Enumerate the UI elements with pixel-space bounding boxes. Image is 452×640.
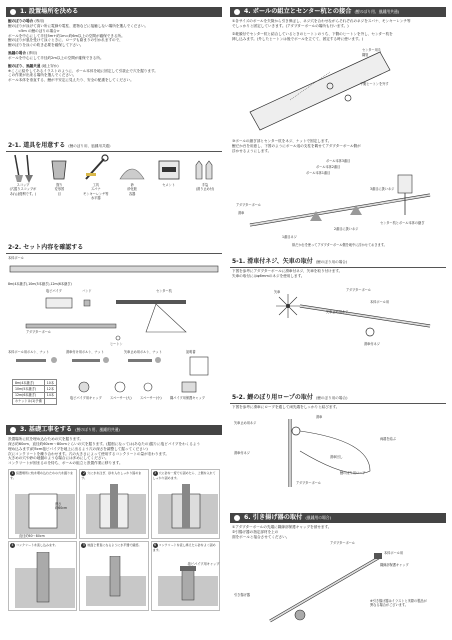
step-5: 5 地面と垂直になるように水平器で確認。 — [79, 541, 148, 611]
cement-bag-icon — [155, 153, 183, 183]
step-2: 2 穴に水を注ぎ、砂を入れしっかり固めます。 — [79, 469, 148, 539]
arrow-wheel-illustration — [230, 280, 446, 360]
common-heading: 鯉のぼり、風鍾共通 — [8, 63, 41, 68]
tool-gloves: 手袋 (滑り止め付) — [190, 153, 220, 200]
section-1-title: 1. 設置場所を決める — [6, 7, 222, 17]
bolt-count-table: 8m(4本継ぎ) 10本 10m(5本継ぎ) 12本 12m(6本継ぎ) 14本 ホナットは(1)予備 — [12, 379, 57, 405]
rope-figure: 矢車止め用ネジ 滑車 滑車付ネジ 鯉のぼり用ロープ 両端を結ぶ 滑車回し アダプターポール — [230, 411, 446, 491]
section-2-2-title: 2-2. セット内容を確認する — [8, 244, 84, 252]
concrete-illustration — [15, 552, 75, 608]
section-5-1-title: 5-1. 滑車付ネジ、矢車の取付 — [232, 258, 313, 266]
tool-cement: セメント — [154, 153, 184, 200]
lifter-illustration — [230, 541, 446, 631]
pole-joint-illustration — [230, 42, 446, 138]
bucket-icon — [49, 153, 69, 183]
step-6: 6 コンクリートを流し終えたら砂をよく固めます。 塩ビパイプ用キャップ — [151, 541, 220, 611]
section-lifter: 6. 引き揚げ器の取付 (風鍾用の場合) ①アダプターポールの先端に鋼線部保護キャップを被せます。 ②引揚げ器の指定部材を上の 面をポールと接合させてください。 アダプターポール 本体ボール用 鋼線部保護キャップ 引き揚げ器 ※引き揚げ器はイラストと実際の製品が 異なる場合がございます。 — [230, 512, 446, 631]
pipe-insert-illustration — [86, 484, 146, 534]
section-installation-site: 1. 設置場所を決める 鯉のぼりの場合 (専用) 鯉のぼりが泳げて高い所に電線や電柱、建物などに接触しない場所を選んでください。 <5m の鯉のぼりの場合> ポールを中心にして半径5m+約1m=約6m以上の空間が確保できる所。 鯉のぼりが風を受けて泳ぐときに、ロープも絡まりの引かれますので、 鯉のぼりを泳ぐの吹き必要を確保して下さい。 風鍾の場合 (専用) ポールを中心にして半径約2m以上の空間が確保できる所。 鯉のぼり、風鍾共通 (地上穿か) ※ここに紹介してあるイラストのように、ポール本体を地に固定して引抜止で穴を掘ります。 この作業が出来る場所を選んでください。 ポール本体を垂直する、鯉が不安定に見えたり、安全の配慮をしてください。 — [6, 6, 222, 84]
main-pole-illustration — [6, 260, 222, 280]
section-foundation: 3. 基礎工事をする (鯉のぼり用、風鍾用共通) 設置場所に杭を埋め込むための穴を掘ります。 深さ約60cm、直径約60cm〜80cmぐらいの穴を掘ります。(掘削になっては(あなたの)掘りに塩ビパイプをわくるよう 埋め込みます)約5cm塩ビパイプを地上に出るよう穴の深さを調整して掘ってください) 次にコンクリートを練り合わせます。穴の大きさによって使用するコンクリートの量が変わります。 大きめの穴や砂の地盤のような場合には多めにしてください。 コンクリートが固まるのを待ち、ポールの組立と設置作業に移ります。 1 設置場所に杭を埋め込むための穴を掘ります。 深さ 約60cm 直径約60〜80cm 2 穴に水を注ぎ、砂を入れしっかり固めます。 3 穴に砂を一度でも固めたら、上側を入れてしっかり固めます。 4 コンクリートを流し込みます。 5 地面と垂直になるように水平器で確認。 6 コンクリートを流し終えたら砂をよく固めます。 塩ビパイプ用キャップ — [6, 424, 222, 613]
sand-pile-icon — [118, 153, 146, 183]
foundation-steps — [6, 467, 222, 613]
section-3-title: 3. 基礎工事をする — [20, 425, 73, 433]
section-6-title: 6. 引き揚げ器の取付 — [244, 513, 303, 521]
tool-wrench: 工具 スパナ モンキーレンチ等 水平器 — [81, 153, 111, 200]
section-pulley-arrow: 5-1. 滑車付ネジ、矢車の取付 (鯉のぼり用の場合) 下図を参考にアダプターポールに滑車付ネジ、矢車を取り付けます。 矢車の取付にはφ6mmのネジを使用します。 アダプターポール 本体ボール用 矢車止め用ネジ 矢車 滑車付ネジ — [230, 258, 446, 360]
step-3: 3 穴に砂を一度でも固めたら、上側を入れてしっかり固めます。 — [151, 469, 220, 539]
bolts-illustration — [6, 355, 222, 379]
tool-sand: 砂 砂化粧 容器 — [117, 153, 147, 200]
section-4-title: 4. ポールの組立とセンター杭との接合 — [244, 7, 352, 15]
section-tools: 2-1. 道具を用意する (鯉のぼり用、風鍾用共通) スコップ (穴掘りスコップが あれば便利です。) 握り 変形図 目 工具 スパナ モンキーレンチ等 水平器 砂 砂化粧 容器 セメント 手袋 (滑り止め付) — [6, 142, 222, 201]
fill-illustration — [158, 484, 218, 534]
pole-on-stand-illustration — [230, 155, 446, 253]
shovel-icon — [9, 153, 37, 183]
wrench-icon — [82, 153, 110, 183]
section-5-2-title: 5-2. 鯉のぼり用ロープの取付 — [232, 394, 313, 402]
heaton-figure: センター用丸 鋼管 下側ヒートンを外す — [230, 42, 446, 138]
parts-illustration — [6, 294, 222, 344]
step-1: 1 設置場所に杭を埋め込むための穴を掘ります。 深さ 約60cm 直径約60〜80cm — [8, 469, 77, 539]
gloves-icon — [191, 153, 219, 183]
level-check-illustration — [86, 556, 146, 606]
section-pole-assembly: 4. ポールの組立とセンター杭との接合 (鯉のぼり用、風鍾用共通) ①各サイズのポールを矢筒から引き伸ばし、ネジ穴を合わせながらそれぞれのネジをスパナ、モンキーレンチ等 でしっかりと固定していきます。(アダプターポールの場所も行います。) ②耗頭付でセンター杭と結合しているときのヒートンのうち、下側のヒートンを外し、センター杭を 挿し込みます。(外したヒートンは後でポールを立てて、固定する時に使います。) センター用丸 鋼管 下側ヒートンを外す ③ポールの継ぎ部とセンター杭をネジ、ナットで固定します。 鯉だか台を用意し、下図のようにポール返の支柱を載せてアダプターポール側が 浮かせるようにします。 ポール本体3番目 ポール本体2番目 ポール本体1番目 アダプターポール 滑車 3番目に扱いネジ 2番目に扱いネジ センター杭とポール本体の継ぎ 1番目ネジ 紙だか台を使ってアダプターポール側を地中に浮かせておきます。 — [230, 6, 446, 253]
lifter-figure: アダプターポール 本体ボール用 鋼線部保護キャップ 引き揚げ器 ※引き揚げ器はイラストと実際の製品が 異なる場合がございます。 — [230, 541, 446, 631]
section-set-contents — [6, 244, 222, 420]
arrow-wheel-figure: アダプターポール 本体ボール用 矢車止め用ネジ 矢車 滑車付ネジ — [230, 280, 446, 360]
parts-figure: 本体ポール 8m(4本継ぎ),10m(5本継ぎ),12m(6本継ぎ) 塩ビパイプ バンド センター杭 アダプターポール ヒートン 本体ボール用ボルト、ナット 滑車付け用ボルト、ナット 矢車止め用ボルト、ナット 説明書 8m(4本継ぎ) 10本 10m(5本継ぎ) 12本 12m(6本継ぎ) 14本 ホナットは(1)予備 塩ビパイプ用キャップ スペーサー(大) スペーサー(小) 鋼パイプ用保護キャップ — [6, 254, 222, 420]
rope-illustration — [230, 411, 446, 491]
assembly-figure: ポール本体3番目 ポール本体2番目 ポール本体1番目 アダプターポール 滑車 3番目に扱いネジ 2番目に扱いネジ センター杭とポール本体の継ぎ 1番目ネジ 紙だか台を使ってアダプターポール側を地中に浮かせておきます。 — [230, 155, 446, 253]
tool-shovel: スコップ (穴掘りスコップが あれば便利です。) — [8, 153, 38, 200]
caps-illustration — [70, 380, 220, 394]
section-rope: 5-2. 鯉のぼり用ロープの取付 (鯉のぼり用の場合) 下図を参考に滑車にロープを通して両先端をしっかりと結びます。 矢車止め用ネジ 滑車 滑車付ネジ 鯉のぼり用ロープ 両端を結ぶ 滑車回し アダプターポール — [230, 394, 446, 491]
koinobori-heading: 鯉のぼりの場合 — [8, 19, 34, 23]
section-2-1-title: 2-1. 道具を用意する — [8, 142, 66, 150]
step-4: 4 コンクリートを流し込みます。 — [8, 541, 77, 611]
fusho-heading: 風鍾の場合 — [8, 51, 26, 56]
tool-list — [6, 152, 222, 201]
tool-grip: 握り 変形図 目 — [44, 153, 74, 200]
